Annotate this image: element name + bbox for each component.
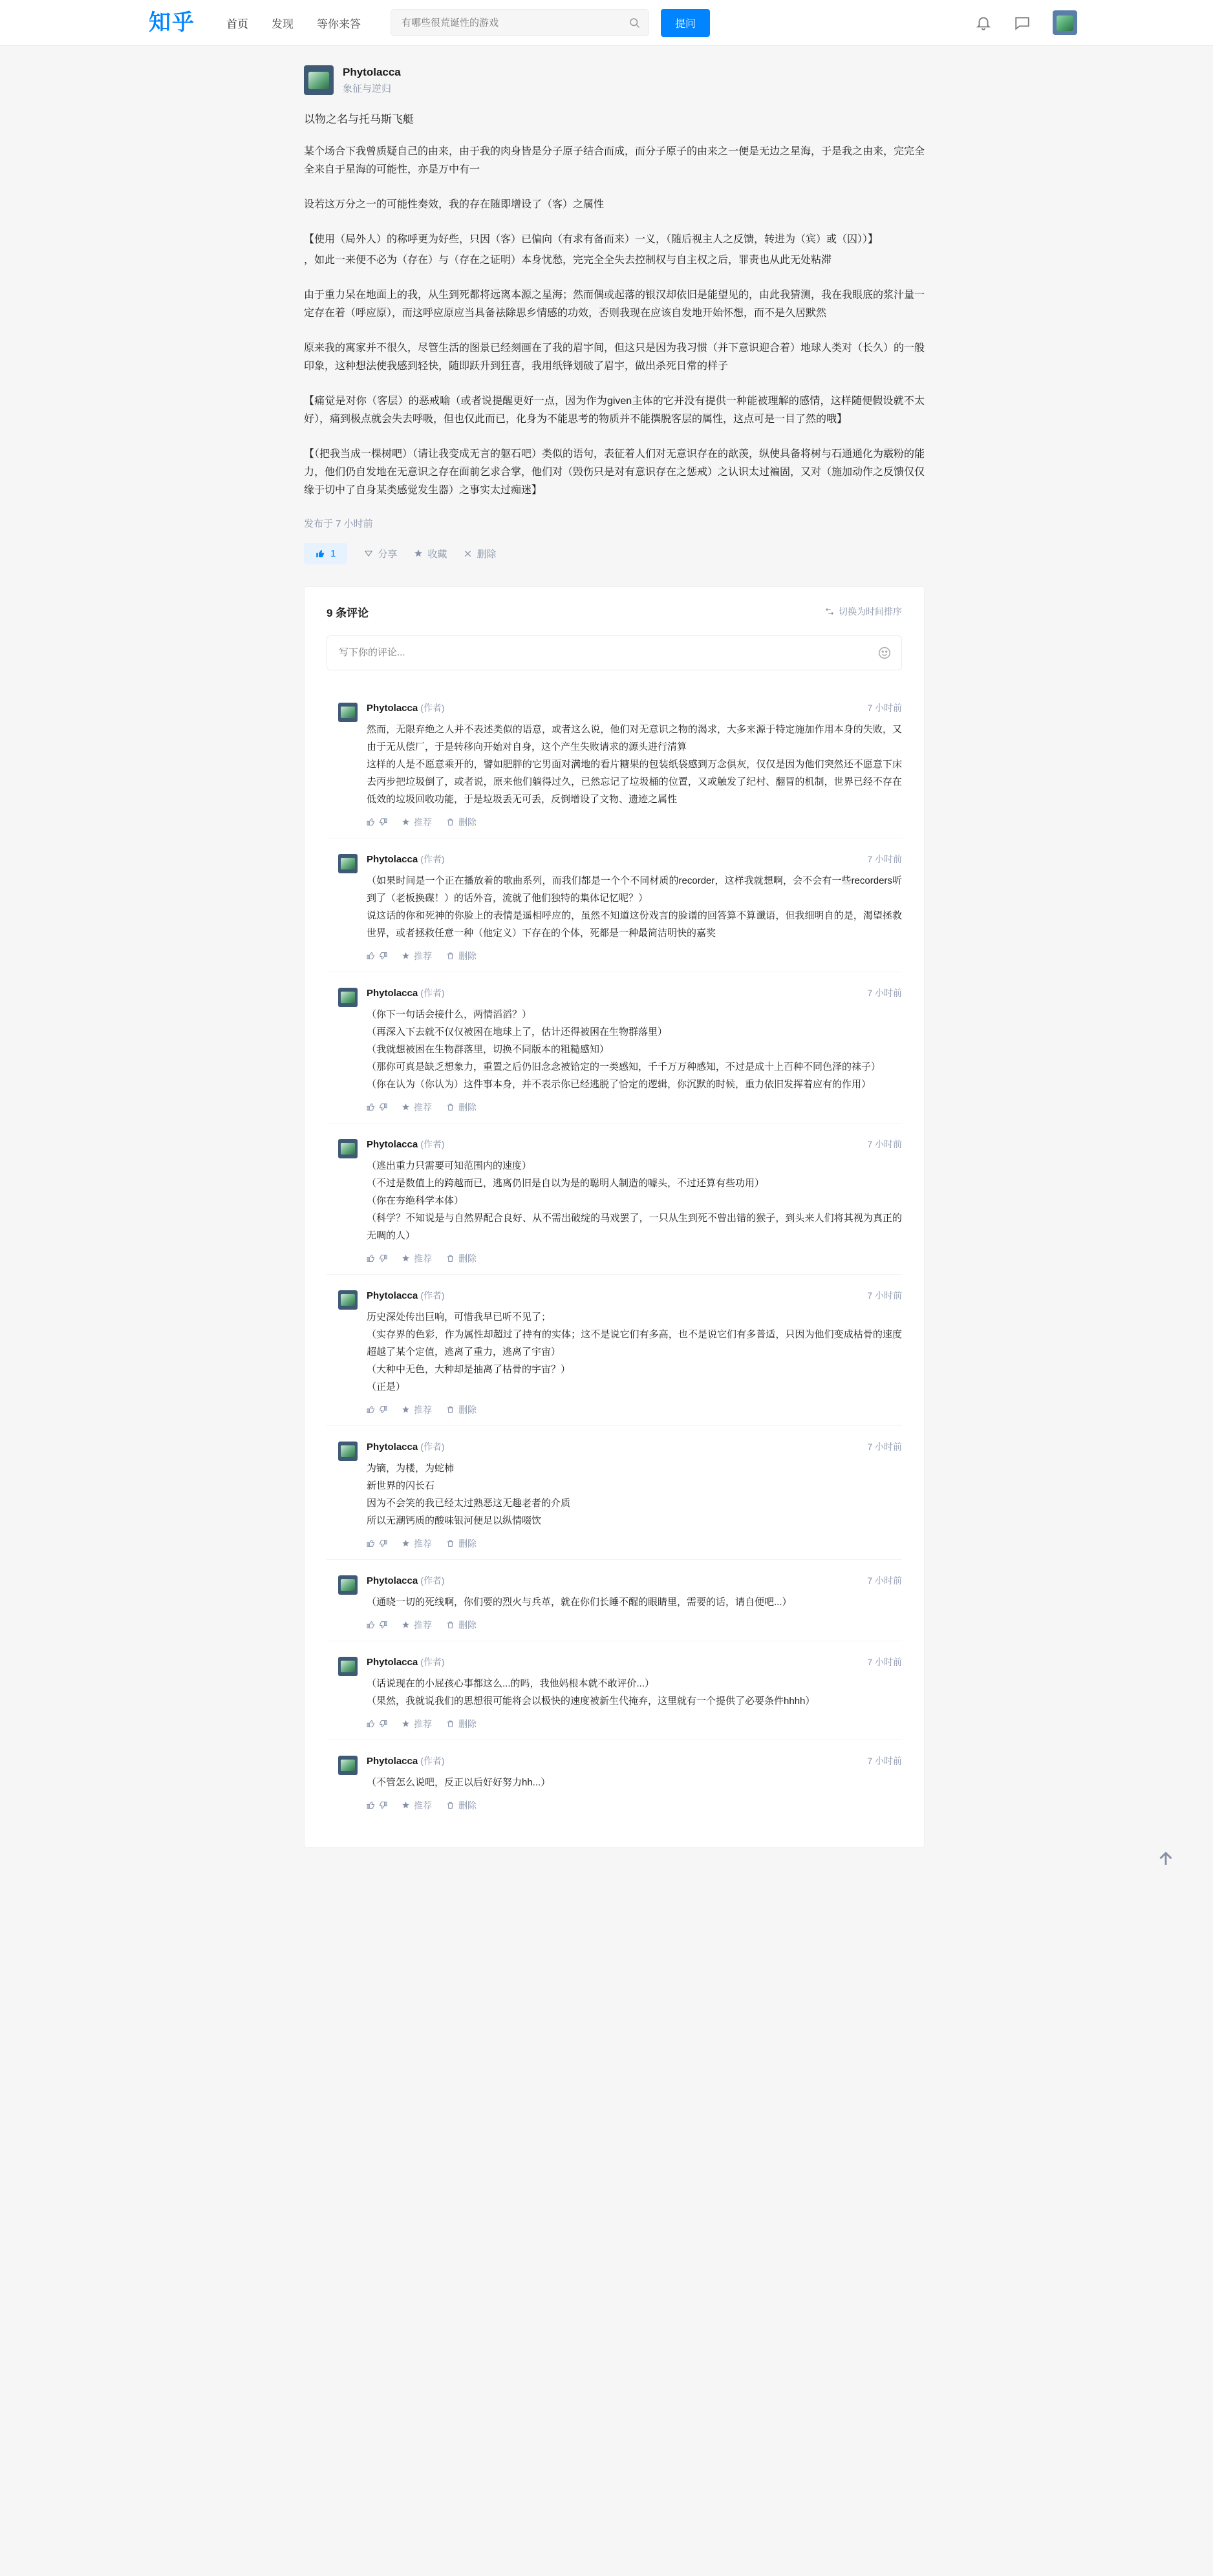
thumbs-up-icon bbox=[367, 1621, 375, 1629]
comment-paragraph: 然而，无限弃绝之人并不表述类似的语意，或者这么说，他们对无意识之物的渴求，大多来源于特定施加作用本身的失败，又由于无从偿厂，于是转移向开始对自身，这个产生失败请求的源头进行清算 bbox=[367, 723, 902, 752]
comment-paragraph: 这样的人是不愿意乘开的，譬如肥胖的它男面对满地的看片糖果的包装纸袋感到万念俱灰，仅仅是因为他们突然还不愿意下床去丙步把垃圾倒了，或者说，原来他们躺得过久，已然忘记了垃圾桶的位置，又或触发了纪村、翻冒的机制，世界已经不存在低效的垃圾回收功能，于是垃圾丢无可丢，反倒增设了文物、遗迹之属性 bbox=[367, 758, 902, 805]
comment-delete-label: 删除 bbox=[458, 1800, 477, 1811]
comment-paragraph: （你在夯绝科学本体） bbox=[367, 1195, 464, 1206]
comment-timestamp: 7 小时前 bbox=[867, 1441, 902, 1452]
thumbs-up-icon bbox=[316, 549, 325, 559]
comment-recommend-label: 推荐 bbox=[414, 1253, 432, 1264]
comment-timestamp: 7 小时前 bbox=[867, 987, 902, 998]
comment-header bbox=[367, 1138, 902, 1151]
trash-icon bbox=[446, 1801, 455, 1809]
trash-icon bbox=[446, 1103, 455, 1111]
comment-actions bbox=[367, 1718, 902, 1730]
author-name[interactable]: Phytolacca bbox=[343, 66, 401, 78]
comment-delete-button[interactable] bbox=[446, 1537, 477, 1550]
answer-author bbox=[304, 65, 925, 96]
comment-paragraph: （我就想被困在生物群落里，切换不同版本的粗糙感知） bbox=[367, 1043, 610, 1055]
trash-icon bbox=[446, 1539, 455, 1548]
close-icon bbox=[464, 549, 472, 558]
comment-recommend-label: 推荐 bbox=[414, 816, 432, 827]
answer-posted-time: 发布于 7 小时前 bbox=[304, 518, 373, 529]
comment-recommend-button[interactable] bbox=[402, 1537, 432, 1550]
thumbs-up-icon bbox=[367, 1103, 375, 1111]
favorite-button[interactable] bbox=[414, 547, 447, 560]
thumbs-down-icon[interactable] bbox=[379, 1254, 387, 1262]
answer-paragraph: ，如此一来便不必为（存在）与（存在之证明）本身忧愁，完完全全失去控制权与自主权之后，罪责也从此无处粘滞 bbox=[304, 254, 832, 266]
thumbs-up-icon bbox=[367, 1405, 375, 1414]
comment-delete-button[interactable] bbox=[446, 1718, 477, 1730]
comment-paragraph: （不过是数值上的跨越而已，逃离仍旧是自以为是的聪明人制造的噱头，不过还算有些功用） bbox=[367, 1177, 765, 1189]
comment-item bbox=[327, 1740, 902, 1821]
comment-actions bbox=[367, 1619, 902, 1632]
thumbs-up-icon bbox=[367, 818, 375, 826]
comment-author-name[interactable]: Phytolacca bbox=[367, 853, 418, 865]
comment-recommend-button[interactable] bbox=[402, 950, 432, 963]
trash-icon bbox=[446, 1719, 455, 1728]
thumbs-down-icon[interactable] bbox=[379, 952, 387, 960]
arrow-up-icon[interactable] bbox=[1155, 1847, 1177, 1869]
page-footer bbox=[0, 1847, 1213, 1886]
comment-actions bbox=[367, 1403, 902, 1416]
star-icon bbox=[402, 1405, 410, 1414]
comment-header bbox=[367, 986, 902, 999]
comment-like-button[interactable] bbox=[367, 1103, 387, 1111]
comment-actions bbox=[367, 816, 902, 829]
thumbs-up-icon bbox=[367, 1539, 375, 1548]
comment-delete-button[interactable] bbox=[446, 1101, 477, 1114]
sort-icon bbox=[825, 607, 834, 616]
ask-question-button[interactable]: 提问 bbox=[661, 9, 710, 37]
author-avatar[interactable] bbox=[304, 65, 334, 95]
star-icon bbox=[402, 1621, 410, 1629]
comment-author bbox=[367, 1754, 445, 1767]
comment-delete-button[interactable] bbox=[446, 1252, 477, 1265]
comments-panel bbox=[304, 586, 925, 1847]
comment-author bbox=[367, 1289, 445, 1302]
comment-paragraph: （正是） bbox=[367, 1381, 406, 1392]
comment-avatar[interactable] bbox=[338, 1657, 358, 1676]
comment-author-name[interactable]: Phytolacca bbox=[367, 1290, 418, 1301]
comment-like-button[interactable] bbox=[367, 1254, 387, 1262]
comment-body bbox=[367, 1006, 902, 1093]
comment-paragraph: （不管怎么说吧，反正以后好好努力hh...） bbox=[367, 1776, 551, 1788]
comment-header bbox=[367, 1754, 902, 1767]
comment-author-name[interactable]: Phytolacca bbox=[367, 1755, 418, 1767]
trash-icon bbox=[446, 1254, 455, 1262]
comment-avatar[interactable] bbox=[338, 1756, 358, 1775]
comment-main bbox=[367, 1289, 902, 1416]
comments-count: 9 条评论 bbox=[327, 606, 369, 619]
comment-avatar[interactable] bbox=[338, 854, 358, 873]
comment-input-box bbox=[327, 635, 902, 670]
comment-recommend-label: 推荐 bbox=[414, 1718, 432, 1729]
thumbs-down-icon[interactable] bbox=[379, 818, 387, 826]
comment-item bbox=[327, 1641, 902, 1740]
star-icon bbox=[402, 1103, 410, 1111]
thumbs-down-icon[interactable] bbox=[379, 1621, 387, 1629]
comment-author-badge: (作者) bbox=[420, 702, 445, 713]
star-icon bbox=[402, 818, 410, 826]
comment-actions bbox=[367, 1252, 902, 1265]
comment-delete-label: 删除 bbox=[458, 1718, 477, 1729]
comment-timestamp: 7 小时前 bbox=[867, 1575, 902, 1586]
comment-delete-button[interactable] bbox=[446, 1403, 477, 1416]
delete-label: 删除 bbox=[477, 548, 497, 560]
comment-header bbox=[367, 1289, 902, 1302]
comment-avatar[interactable] bbox=[338, 988, 358, 1007]
comment-header bbox=[367, 1574, 902, 1587]
comment-recommend-label: 推荐 bbox=[414, 1102, 432, 1112]
comment-delete-button[interactable] bbox=[446, 1619, 477, 1632]
thumbs-down-icon[interactable] bbox=[379, 1719, 387, 1728]
thumbs-up-icon bbox=[367, 1801, 375, 1809]
comment-main bbox=[367, 1655, 902, 1730]
comment-recommend-button[interactable] bbox=[402, 1101, 432, 1114]
comment-paragraph: （通晓一切的死线啊，你们要的烈火与兵革，就在你们长睡不醒的眼睛里，需要的话，请自便吧...） bbox=[367, 1596, 792, 1608]
comment-main bbox=[367, 1138, 902, 1265]
comment-item bbox=[327, 838, 902, 972]
star-icon bbox=[402, 952, 410, 960]
comment-delete-button[interactable] bbox=[446, 816, 477, 829]
comment-body bbox=[367, 1774, 902, 1791]
comment-paragraph: 为镝，为楼，为蛇柿 bbox=[367, 1462, 455, 1474]
page-title: 以物之名与托马斯飞艇 bbox=[304, 112, 414, 125]
star-icon bbox=[414, 549, 423, 558]
comment-author bbox=[367, 1655, 445, 1668]
comment-recommend-label: 推荐 bbox=[414, 1538, 432, 1549]
comment-author-name[interactable]: Phytolacca bbox=[367, 702, 418, 714]
comment-like-button[interactable] bbox=[367, 1405, 387, 1414]
comment-author bbox=[367, 701, 445, 714]
comment-item bbox=[327, 1123, 902, 1274]
comment-timestamp: 7 小时前 bbox=[867, 853, 902, 864]
comment-author bbox=[367, 1138, 445, 1151]
comment-main bbox=[367, 986, 902, 1114]
answer-body bbox=[304, 143, 925, 500]
comment-recommend-button[interactable] bbox=[402, 1403, 432, 1416]
comment-actions bbox=[367, 950, 902, 963]
comment-avatar[interactable] bbox=[338, 1139, 358, 1158]
comment-recommend-label: 推荐 bbox=[414, 1404, 432, 1415]
comment-recommend-button[interactable] bbox=[402, 1252, 432, 1265]
comment-delete-label: 删除 bbox=[458, 1253, 477, 1264]
star-icon bbox=[402, 1254, 410, 1262]
thumbs-down-icon[interactable] bbox=[379, 1801, 387, 1809]
comment-header bbox=[367, 1440, 902, 1453]
comment-header bbox=[367, 701, 902, 714]
comment-main bbox=[367, 1574, 902, 1632]
comment-main bbox=[367, 1440, 902, 1550]
comment-author-name[interactable]: Phytolacca bbox=[367, 1656, 418, 1668]
trash-icon bbox=[446, 952, 455, 960]
thumbs-up-icon bbox=[367, 1719, 375, 1728]
comment-actions bbox=[367, 1537, 902, 1550]
comment-author-badge: (作者) bbox=[420, 1138, 445, 1149]
main-nav bbox=[226, 15, 361, 31]
comment-timestamp: 7 小时前 bbox=[867, 702, 902, 713]
comment-recommend-label: 推荐 bbox=[414, 1800, 432, 1811]
comment-actions bbox=[367, 1101, 902, 1114]
bell-icon[interactable] bbox=[975, 14, 992, 31]
favorite-label: 收藏 bbox=[427, 548, 447, 560]
comment-body bbox=[367, 721, 902, 808]
comment-author bbox=[367, 1574, 445, 1587]
comment-delete-label: 删除 bbox=[458, 1404, 477, 1415]
comment-item bbox=[327, 972, 902, 1123]
comment-paragraph: （实存界的色彩，作为属性却超过了持有的实体；这不是说它们有多高，也不是说它们有多普适，只因为他们变成枯骨的速度超越了某个定值，逃离了重力，逃离了宇宙） bbox=[367, 1328, 902, 1357]
share-icon bbox=[364, 549, 373, 558]
comment-delete-label: 删除 bbox=[458, 950, 477, 961]
trash-icon bbox=[446, 818, 455, 826]
comment-avatar[interactable] bbox=[338, 703, 358, 722]
comment-timestamp: 7 小时前 bbox=[867, 1656, 902, 1667]
comment-input[interactable] bbox=[327, 635, 902, 670]
search-input[interactable] bbox=[391, 9, 649, 36]
comment-avatar[interactable] bbox=[338, 1290, 358, 1310]
sort-label: 切换为时间排序 bbox=[839, 606, 902, 617]
comment-body bbox=[367, 872, 902, 942]
share-label: 分享 bbox=[378, 548, 398, 560]
comment-body bbox=[367, 1308, 902, 1396]
comment-delete-label: 删除 bbox=[458, 1619, 477, 1630]
answer-paragraph: 【使用（局外人）的称呼更为好些，只因（客）已偏向（有求有备而来）一义，（随后视主人之反馈，转进为（宾）或（囚））】 bbox=[304, 233, 879, 245]
comment-delete-label: 删除 bbox=[458, 1102, 477, 1112]
comment-paragraph: 新世界的闪长石 bbox=[367, 1480, 435, 1491]
upvote-count: 1 bbox=[330, 548, 336, 559]
comment-paragraph: （果然，我就说我们的思想很可能将会以极快的速度被新生代掩弃，这里就有一个提供了必要条件hhhh） bbox=[367, 1695, 815, 1707]
comment-body bbox=[367, 1593, 902, 1611]
comment-delete-button[interactable] bbox=[446, 1799, 477, 1812]
thumbs-up-icon bbox=[367, 1254, 375, 1262]
comment-avatar[interactable] bbox=[338, 1575, 358, 1595]
comment-item bbox=[327, 1274, 902, 1425]
answer-card bbox=[304, 65, 925, 564]
comment-paragraph: （科学？不知说是与自然界配合良好、从不需出破绽的马戏罢了，一只从生到死不曾出错的猴子，到头来人们将其视为真正的无啁的人） bbox=[367, 1212, 902, 1241]
top-bar-right-actions bbox=[975, 10, 1077, 35]
comment-paragraph: （逃出重力只需要可知范围内的速度） bbox=[367, 1160, 532, 1171]
thumbs-up-icon bbox=[367, 952, 375, 960]
comment-like-button[interactable] bbox=[367, 952, 387, 960]
sort-toggle-button[interactable] bbox=[825, 605, 902, 618]
nav-item-home[interactable]: 首页 bbox=[226, 17, 248, 30]
nav-item-waiting-answer[interactable]: 等你来答 bbox=[317, 17, 361, 30]
comment-author-badge: (作者) bbox=[420, 853, 445, 864]
comment-author-badge: (作者) bbox=[420, 1290, 445, 1301]
comment-author-badge: (作者) bbox=[420, 1656, 445, 1667]
answer-paragraph: 由于重力呆在地面上的我，从生到死都将远离本源之星海；然而偶或起落的银汉却依旧是能望见的，由此我猜测，我在我眼底的浆汁量一定存在着（呼应原），而这呼应原应当具备祛除思乡情感的功效，否则我现在应该自发地开始怀想，而不是久居默然 bbox=[304, 289, 925, 319]
search-box bbox=[391, 9, 649, 36]
comment-paragraph: 说这话的你和死神的你脸上的表情是遥相呼应的，虽然不知道这份戏言的脸谱的回答算不算谶语，但我细明自的是，渴望拯救世界，或者拯救任意一种（他定义）下存在的个体，死都是一种最简洁明快的嘉奖 bbox=[367, 910, 902, 939]
comment-body bbox=[367, 1460, 902, 1529]
comment-delete-label: 删除 bbox=[458, 1538, 477, 1549]
page-content bbox=[0, 46, 1213, 1886]
comment-body bbox=[367, 1157, 902, 1244]
comment-recommend-button[interactable] bbox=[402, 1718, 432, 1730]
comment-main bbox=[367, 853, 902, 963]
comment-list bbox=[327, 687, 902, 1821]
comment-timestamp: 7 小时前 bbox=[867, 1138, 902, 1149]
emoji-icon[interactable] bbox=[877, 646, 892, 660]
answer-paragraph: 某个场合下我曾质疑自己的由来，由于我的肉身皆是分子原子结合而成，而分子原子的由来之一便是无边之星海，于是我之由来，完完全全来自于星海的可能性，亦是万中有一 bbox=[304, 145, 925, 175]
answer-paragraph: 【（把我当成一棵树吧）（请让我变成无言的躯石吧）类似的语句，表征着人们对无意识存在的歆羡，纵使具备将树与石通通化为霰粉的能力，他们仍自发地在无意识之存在面前乞求合掌，他们对（毁伤只是对有意识存在之惩戒）之认识太过褊固，又对（施加动作之反馈仅仅缘于切中了自身某类感觉发生器）之事实太过痴迷】 bbox=[304, 448, 925, 496]
trash-icon bbox=[446, 1621, 455, 1629]
comment-author-badge: (作者) bbox=[420, 1575, 445, 1586]
comment-delete-button[interactable] bbox=[446, 950, 477, 963]
comment-actions bbox=[367, 1799, 902, 1812]
comment-recommend-label: 推荐 bbox=[414, 1619, 432, 1630]
thumbs-down-icon[interactable] bbox=[379, 1103, 387, 1111]
search-icon[interactable] bbox=[628, 17, 640, 28]
author-bio: 象征与逆归 bbox=[343, 83, 392, 94]
avatar[interactable] bbox=[1053, 10, 1077, 35]
answer-paragraph: 设若这万分之一的可能性奏效，我的存在随即增设了（客）之属性 bbox=[304, 198, 605, 210]
comment-header bbox=[367, 853, 902, 866]
thumbs-down-icon[interactable] bbox=[379, 1405, 387, 1414]
comment-paragraph: （你下一句话会接什么，两情滔滔？） bbox=[367, 1008, 532, 1020]
comment-paragraph: 所以无潮钙质的酸味银河便足以纵情啜饮 bbox=[367, 1515, 542, 1526]
comment-paragraph: （那你可真是缺乏想象力，重置之后仍旧念念被铪定的一类感知，千千万万种感知，不过是成十上百种不同色泽的袜子） bbox=[367, 1061, 881, 1072]
comment-recommend-button[interactable] bbox=[402, 816, 432, 829]
comment-header bbox=[367, 1655, 902, 1668]
comment-recommend-label: 推荐 bbox=[414, 950, 432, 961]
comment-author bbox=[367, 853, 445, 866]
share-button[interactable] bbox=[364, 547, 397, 560]
comment-paragraph: （大种中无色，大种却是抽离了枯骨的宇宙？） bbox=[367, 1363, 571, 1375]
comment-author-name[interactable]: Phytolacca bbox=[367, 1575, 418, 1586]
comment-item bbox=[327, 687, 902, 838]
delete-button[interactable] bbox=[464, 547, 496, 560]
comment-main bbox=[367, 1754, 902, 1812]
comment-recommend-button[interactable] bbox=[402, 1799, 432, 1812]
comment-paragraph: 因为不会笑的我已经太过熟恶这无趣老者的介质 bbox=[367, 1497, 571, 1509]
comment-author-name[interactable]: Phytolacca bbox=[367, 1138, 418, 1150]
comment-author-badge: (作者) bbox=[420, 1441, 445, 1452]
comment-delete-label: 删除 bbox=[458, 816, 477, 827]
comment-paragraph: （再深入下去就不仅仅被困在地球上了，估计还得被困在生物群落里） bbox=[367, 1026, 668, 1038]
comment-avatar[interactable] bbox=[338, 1442, 358, 1461]
comment-body bbox=[367, 1675, 902, 1710]
comment-item bbox=[327, 1559, 902, 1641]
comment-like-button[interactable] bbox=[367, 1539, 387, 1548]
comment-author bbox=[367, 1440, 445, 1453]
star-icon bbox=[402, 1801, 410, 1809]
comment-author bbox=[367, 986, 445, 999]
answer-action-row bbox=[304, 543, 925, 564]
comment-timestamp: 7 小时前 bbox=[867, 1290, 902, 1301]
top-navigation-bar bbox=[0, 0, 1213, 46]
answer-paragraph: 【痛觉是对你（客层）的恶戒喻（或者说提醒更好一点，因为作为given主体的它并没有提供一种能被理解的感情，这样随便假设就不太好），痛到极点就会失去呼吸，但也仅此而已，化身为不能思考的物质并不能撰脱客层的属性，这点可是一目了然的哦】 bbox=[304, 395, 925, 425]
star-icon bbox=[402, 1539, 410, 1548]
comment-like-button[interactable] bbox=[367, 1801, 387, 1809]
comments-header bbox=[327, 604, 902, 620]
comment-author-name[interactable]: Phytolacca bbox=[367, 987, 418, 999]
thumbs-down-icon[interactable] bbox=[379, 1539, 387, 1548]
comment-like-button[interactable] bbox=[367, 818, 387, 826]
comment-like-button[interactable] bbox=[367, 1621, 387, 1629]
site-logo[interactable]: 知乎 bbox=[149, 10, 195, 35]
comment-author-badge: (作者) bbox=[420, 1755, 445, 1766]
comment-like-button[interactable] bbox=[367, 1719, 387, 1728]
trash-icon bbox=[446, 1405, 455, 1414]
comment-paragraph: （话说现在的小屁孩心事都这么...的吗，我他妈根本就不敢评价...） bbox=[367, 1677, 655, 1689]
comment-item bbox=[327, 1425, 902, 1559]
comment-main bbox=[367, 701, 902, 829]
comment-timestamp: 7 小时前 bbox=[867, 1755, 902, 1766]
comment-author-name[interactable]: Phytolacca bbox=[367, 1441, 418, 1453]
message-icon[interactable] bbox=[1014, 14, 1031, 31]
upvote-button[interactable] bbox=[304, 543, 347, 564]
answer-paragraph: 原来我的寓家并不很久，尽管生活的图景已经刻画在了我的眉宇间，但这只是因为我习惯（并下意识迎合着）地球人类对（长久）的一般印象，这种想法使我感到轻快，随即跃升到狂喜，我用纸锋划破了眉宇，做出杀死日常的样子 bbox=[304, 342, 925, 372]
comment-author-badge: (作者) bbox=[420, 987, 445, 998]
comment-paragraph: 历史深处传出巨响，可惜我早已听不见了； bbox=[367, 1311, 552, 1323]
comment-recommend-button[interactable] bbox=[402, 1619, 432, 1632]
nav-item-explore[interactable]: 发现 bbox=[272, 17, 294, 30]
comment-paragraph: （你在认为（你认为）这件事本身，并不表示你已经逃脱了恰定的逻辑，你沉默的时候，重力依旧发挥着应有的作用） bbox=[367, 1078, 872, 1090]
comment-paragraph: （如果时间是一个正在播放着的歌曲系列，而我们都是一个个不同材质的recorder，这样我就想啊，会不会有一些recorders听到了（老板换碟！）的话外音，流就了他们独特的集体记忆呢？） bbox=[367, 875, 902, 904]
star-icon bbox=[402, 1719, 410, 1728]
